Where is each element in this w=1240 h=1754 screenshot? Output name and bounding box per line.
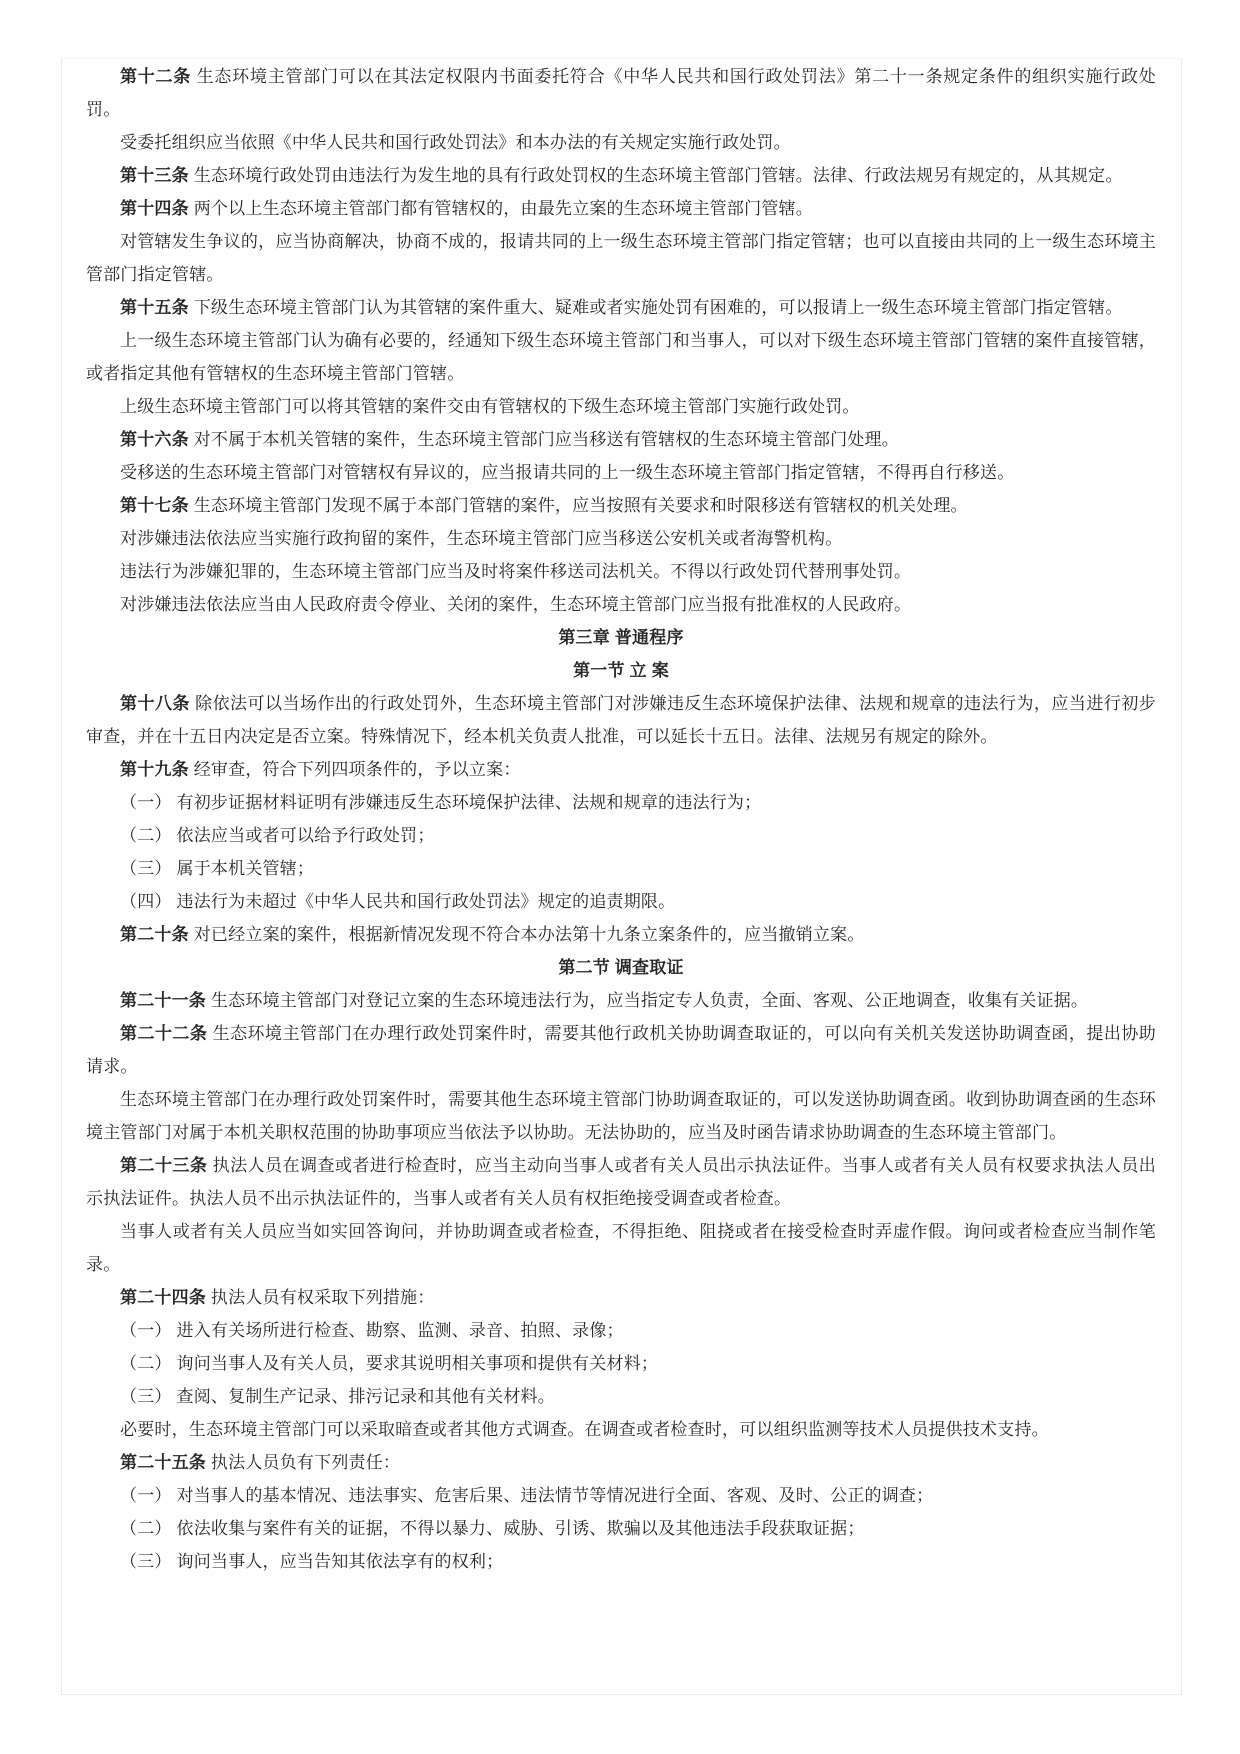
article-number: 第二十二条	[120, 1024, 208, 1043]
article-number: 第二十条	[120, 925, 189, 944]
article-paragraph: 第十六条 对不属于本机关管辖的案件，生态环境主管部门应当移送有管辖权的生态环境主管部门处理。	[120, 430, 899, 449]
article-paragraph: 第二十四条 执法人员有权采取下列措施：	[120, 1288, 435, 1307]
list-item-paragraph: （二） 依法收集与案件有关的证据，不得以暴力、威胁、引诱、欺骗以及其他违法手段获取证据；	[120, 1519, 865, 1538]
body-paragraph: 必要时，生态环境主管部门可以采取暗查或者其他方式调查。在调查或者检查时，可以组织监测等技术人员提供技术支持。	[120, 1420, 1049, 1439]
article-paragraph: 第二十一条 生态环境主管部门对登记立案的生态环境违法行为，应当指定专人负责，全面、客观、公正地调查，收集有关证据。	[120, 991, 1089, 1010]
list-item-paragraph: （二） 依法应当或者可以给予行政处罚；	[120, 826, 435, 845]
article-paragraph: 第十八条 除依法可以当场作出的行政处罚外，生态环境主管部门对涉嫌违反生态环境保护法律、法规和规章的违法行为，应当进行初步审查，并在十五日内决定是否立案。特殊情况下，经本机关负责人批准，可以延长十五日。法律、法规另有规定的除外。	[86, 694, 1156, 746]
body-paragraph: 违法行为涉嫌犯罪的，生态环境主管部门应当及时将案件移送司法机关。不得以行政处罚代替刑事处罚。	[120, 562, 912, 581]
article-paragraph: 第十五条 下级生态环境主管部门认为其管辖的案件重大、疑难或者实施处罚有困难的，可以报请上一级生态环境主管部门指定管辖。	[120, 298, 1123, 317]
body-paragraph: 对管辖发生争议的，应当协商解决，协商不成的，报请共同的上一级生态环境主管部门指定管辖；也可以直接由共同的上一级生态环境主管部门指定管辖。	[86, 232, 1156, 284]
section-heading: 第一节 立 案	[573, 661, 669, 680]
body-paragraph: 当事人或者有关人员应当如实回答询问，并协助调查或者检查，不得拒绝、阻挠或者在接受检查时弄虚作假。询问或者检查应当制作笔录。	[86, 1222, 1156, 1274]
article-paragraph: 第二十五条 执法人员负有下列责任：	[120, 1453, 401, 1472]
article-number: 第十九条	[120, 760, 189, 779]
list-item-paragraph: （四） 违法行为未超过《中华人民共和国行政处罚法》规定的追责期限。	[120, 892, 676, 911]
article-paragraph: 第十四条 两个以上生态环境主管部门都有管辖权的，由最先立案的生态环境主管部门管辖。	[120, 199, 813, 218]
list-item-paragraph: （三） 属于本机关管辖；	[120, 859, 315, 878]
body-paragraph: 对涉嫌违法依法应当实施行政拘留的案件，生态环境主管部门应当移送公安机关或者海警机构。	[120, 529, 843, 548]
chapter-heading: 第三章 普通程序	[558, 628, 684, 647]
article-paragraph: 第十七条 生态环境主管部门发现不属于本部门管辖的案件，应当按照有关要求和时限移送有管辖权的机关处理。	[120, 496, 968, 515]
body-paragraph: 生态环境主管部门在办理行政处罚案件时，需要其他生态环境主管部门协助调查取证的，可以发送协助调查函。收到协助调查函的生态环境主管部门对属于本机关职权范围的协助事项应当依法予以协助。无法协助的，应当及时函告请求协助调查的生态环境主管部门。	[86, 1090, 1156, 1142]
document-page	[61, 58, 1182, 1695]
list-item-paragraph: （一） 对当事人的基本情况、违法事实、危害后果、违法情节等情况进行全面、客观、及时、公正的调查；	[120, 1486, 934, 1505]
article-number: 第十五条	[120, 298, 189, 317]
body-paragraph: 受委托组织应当依照《中华人民共和国行政处罚法》和本办法的有关规定实施行政处罚。	[120, 133, 791, 152]
list-item-paragraph: （三） 查阅、复制生产记录、排污记录和其他有关材料。	[120, 1387, 555, 1406]
article-number: 第十六条	[120, 430, 189, 449]
article-paragraph: 第十九条 经审查，符合下列四项条件的，予以立案：	[120, 760, 521, 779]
body-paragraph: 受移送的生态环境主管部门对管辖权有异议的，应当报请共同的上一级生态环境主管部门指定管辖，不得再自行移送。	[120, 463, 1015, 482]
article-number: 第十八条	[120, 694, 190, 713]
article-paragraph: 第十三条 生态环境行政处罚由违法行为发生地的具有行政处罚权的生态环境主管部门管辖。法律、行政法规另有规定的，从其规定。	[120, 166, 1123, 185]
article-number: 第二十四条	[120, 1288, 206, 1307]
article-number: 第十二条	[120, 67, 192, 86]
article-paragraph: 第二十三条 执法人员在调查或者进行检查时，应当主动向当事人或者有关人员出示执法证件。当事人或者有关人员有权要求执法人员出示执法证件。执法人员不出示执法证件的，当事人或者有关人员有权拒绝接受调查或者检查。	[86, 1156, 1156, 1208]
article-number: 第二十一条	[120, 991, 206, 1010]
article-number: 第二十三条	[120, 1156, 208, 1175]
article-paragraph: 第二十条 对已经立案的案件，根据新情况发现不符合本办法第十九条立案条件的，应当撤销立案。	[120, 925, 865, 944]
article-number: 第十四条	[120, 199, 189, 218]
list-item-paragraph: （一） 有初步证据材料证明有涉嫌违反生态环境保护法律、法规和规章的违法行为；	[120, 793, 762, 812]
article-paragraph: 第二十二条 生态环境主管部门在办理行政处罚案件时，需要其他行政机关协助调查取证的，可以向有关机关发送协助调查函，提出协助请求。	[86, 1024, 1156, 1076]
article-number: 第十三条	[120, 166, 189, 185]
list-item-paragraph: （三） 询问当事人，应当告知其依法享有的权利；	[120, 1552, 504, 1571]
article-number: 第二十五条	[120, 1453, 206, 1472]
body-paragraph: 上一级生态环境主管部门认为确有必要的，经通知下级生态环境主管部门和当事人，可以对下级生态环境主管部门管辖的案件直接管辖，或者指定其他有管辖权的生态环境主管部门管辖。	[86, 331, 1156, 383]
body-paragraph: 对涉嫌违法依法应当由人民政府责令停业、关闭的案件，生态环境主管部门应当报有批准权的人民政府。	[120, 595, 912, 614]
section-heading: 第二节 调查取证	[558, 958, 684, 977]
list-item-paragraph: （二） 询问当事人及有关人员，要求其说明相关事项和提供有关材料；	[120, 1354, 659, 1373]
body-paragraph: 上级生态环境主管部门可以将其管辖的案件交由有管辖权的下级生态环境主管部门实施行政处罚。	[120, 397, 860, 416]
document-content	[86, 60, 1156, 1578]
article-paragraph: 第十二条 生态环境主管部门可以在其法定权限内书面委托符合《中华人民共和国行政处罚法》第二十一条规定条件的组织实施行政处罚。	[86, 67, 1156, 119]
article-number: 第十七条	[120, 496, 189, 515]
list-item-paragraph: （一） 进入有关场所进行检查、勘察、监测、录音、拍照、录像；	[120, 1321, 624, 1340]
